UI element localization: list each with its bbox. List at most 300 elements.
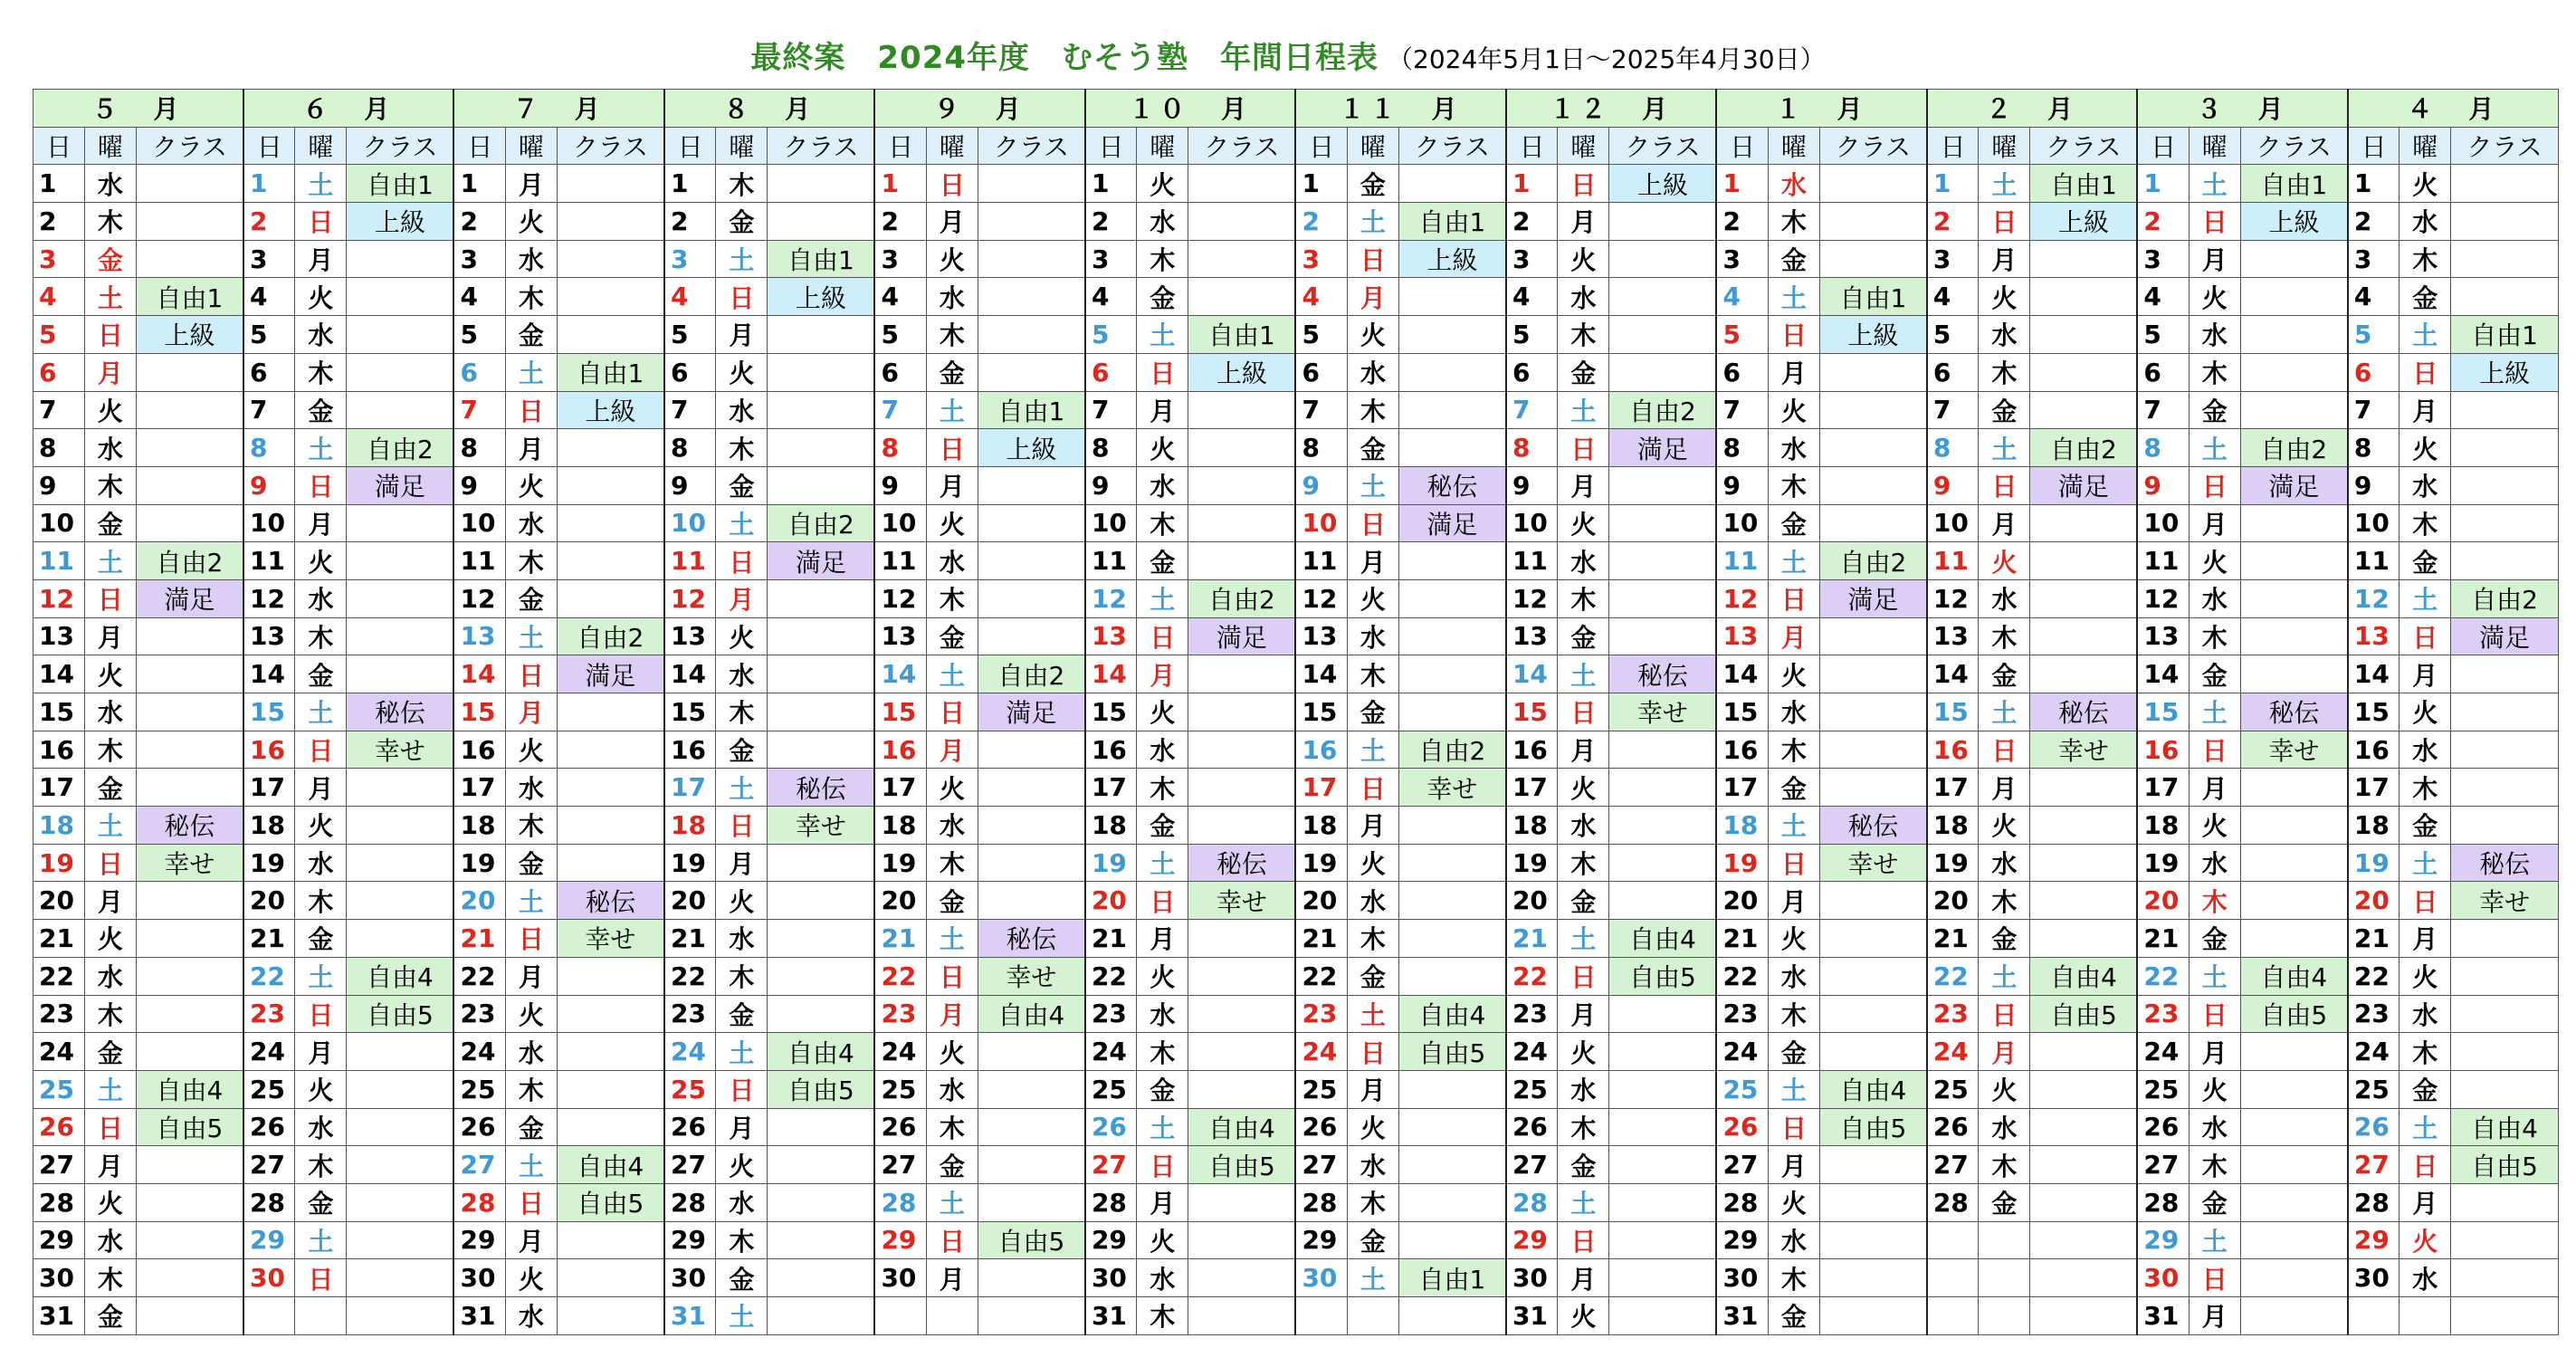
weekday-cell: 金 (295, 655, 347, 693)
day-cell: 9 (1506, 466, 1558, 504)
weekday-cell: 木 (1979, 617, 2030, 655)
day-cell: 16 (453, 731, 505, 769)
day-cell: 6 (874, 353, 926, 391)
day-cell: 25 (2348, 1070, 2399, 1108)
weekday-cell: 木 (1347, 920, 1398, 958)
day-cell: 20 (1927, 882, 1979, 920)
weekday-cell: 火 (926, 240, 978, 278)
day-cell: 15 (2137, 693, 2189, 731)
class-cell (347, 504, 454, 542)
class-cell (2030, 278, 2138, 316)
day-cell: 28 (1085, 1183, 1137, 1221)
weekday-cell: 火 (1768, 1183, 1819, 1221)
day-cell: 22 (2348, 957, 2399, 995)
class-cell: 自由4 (1819, 1070, 1927, 1108)
day-cell: 23 (874, 995, 926, 1033)
day-cell: 7 (2137, 391, 2189, 429)
class-cell: 自由2 (1609, 391, 1717, 429)
class-cell: 秘伝 (136, 807, 243, 845)
weekday-column-header: 曜 (1137, 127, 1188, 165)
day-cell: 21 (874, 920, 926, 958)
class-cell (1398, 882, 1506, 920)
weekday-cell: 日 (716, 542, 768, 580)
class-cell: 自由5 (1188, 1146, 1296, 1184)
class-cell (1609, 1033, 1717, 1071)
day-cell: 11 (243, 542, 295, 580)
weekday-cell: 水 (1768, 693, 1819, 731)
day-cell: 11 (1295, 542, 1347, 580)
class-cell: 満足 (557, 655, 664, 693)
class-cell (1819, 995, 1927, 1033)
weekday-cell: 土 (295, 1221, 347, 1259)
class-cell (1819, 353, 1927, 391)
weekday-cell (1979, 1221, 2030, 1259)
class-cell (347, 1221, 454, 1259)
day-cell: 21 (1295, 920, 1347, 958)
weekday-column-header: 曜 (295, 127, 347, 165)
weekday-cell: 月 (295, 240, 347, 278)
class-cell: 秘伝 (768, 769, 875, 807)
weekday-cell: 月 (2399, 1183, 2451, 1221)
weekday-cell: 火 (716, 1146, 768, 1184)
weekday-cell: 日 (1347, 1033, 1398, 1071)
day-cell: 14 (243, 655, 295, 693)
class-cell (557, 807, 664, 845)
day-cell: 14 (1716, 655, 1768, 693)
title-period: （2024年5月1日～2025年4月30日） (1388, 44, 1826, 74)
weekday-cell: 木 (2189, 1146, 2240, 1184)
weekday-cell: 木 (1768, 1259, 1819, 1297)
class-cell (1819, 391, 1927, 429)
class-cell (2030, 579, 2138, 617)
class-cell (1609, 542, 1717, 580)
day-cell: 13 (1927, 617, 1979, 655)
class-cell (1188, 995, 1296, 1033)
weekday-cell: 土 (84, 542, 136, 580)
day-cell: 12 (1716, 579, 1768, 617)
day-cell: 16 (1295, 731, 1347, 769)
weekday-cell: 月 (295, 1033, 347, 1071)
weekday-cell: 木 (84, 731, 136, 769)
weekday-cell: 金 (716, 731, 768, 769)
class-cell: 自由1 (2240, 165, 2348, 203)
day-cell: 29 (243, 1221, 295, 1259)
class-cell (1188, 1259, 1296, 1297)
day-cell: 10 (243, 504, 295, 542)
day-cell: 5 (2137, 316, 2189, 354)
class-cell (347, 1108, 454, 1146)
weekday-cell: 木 (84, 995, 136, 1033)
page-title (0, 33, 2576, 77)
class-cell: 自由1 (347, 165, 454, 203)
weekday-cell: 木 (1558, 316, 1609, 354)
weekday-cell: 土 (295, 957, 347, 995)
day-column-header: 日 (243, 127, 295, 165)
class-cell (1398, 1070, 1506, 1108)
weekday-cell: 日 (295, 1259, 347, 1297)
day-cell: 3 (243, 240, 295, 278)
class-cell: 自由5 (768, 1070, 875, 1108)
day-cell: 7 (453, 391, 505, 429)
day-cell: 27 (453, 1146, 505, 1184)
class-cell (2030, 1183, 2138, 1221)
class-cell: 自由2 (136, 542, 243, 580)
day-cell: 5 (874, 316, 926, 354)
weekday-cell (926, 1297, 978, 1335)
day-cell: 25 (2137, 1070, 2189, 1108)
weekday-cell: 月 (1137, 1183, 1188, 1221)
day-cell: 23 (1927, 995, 1979, 1033)
class-cell (1609, 1146, 1717, 1184)
day-cell: 12 (874, 579, 926, 617)
day-cell: 15 (243, 693, 295, 731)
day-cell: 3 (2348, 240, 2399, 278)
class-cell (2451, 504, 2559, 542)
weekday-cell: 日 (1979, 203, 2030, 241)
class-cell: 満足 (768, 542, 875, 580)
day-cell: 23 (664, 995, 716, 1033)
day-cell: 12 (2137, 579, 2189, 617)
class-cell: 幸せ (978, 957, 1085, 995)
day-cell: 25 (1716, 1070, 1768, 1108)
class-cell (1398, 844, 1506, 882)
day-cell: 28 (1295, 1183, 1347, 1221)
weekday-cell: 火 (2189, 1070, 2240, 1108)
day-cell: 26 (1927, 1108, 1979, 1146)
table-row (33, 1108, 2559, 1146)
class-cell: 自由5 (136, 1108, 243, 1146)
class-cell: 自由2 (978, 655, 1085, 693)
day-cell: 9 (874, 466, 926, 504)
day-cell: 4 (243, 278, 295, 316)
day-cell: 18 (1085, 807, 1137, 845)
weekday-cell: 日 (84, 316, 136, 354)
class-cell (1819, 466, 1927, 504)
class-cell (768, 655, 875, 693)
weekday-cell: 土 (1137, 316, 1188, 354)
class-cell (768, 882, 875, 920)
class-cell (557, 542, 664, 580)
day-cell: 16 (2137, 731, 2189, 769)
class-cell (2240, 844, 2348, 882)
weekday-cell: 火 (2399, 693, 2451, 731)
weekday-cell: 金 (2399, 1070, 2451, 1108)
class-cell (2240, 920, 2348, 958)
class-cell (1188, 504, 1296, 542)
weekday-cell: 木 (2399, 240, 2451, 278)
day-cell: 17 (2348, 769, 2399, 807)
class-cell: 自由4 (347, 957, 454, 995)
day-cell: 26 (33, 1108, 85, 1146)
weekday-cell: 火 (1558, 769, 1609, 807)
class-cell (2030, 316, 2138, 354)
class-cell (1398, 316, 1506, 354)
table-row (33, 655, 2559, 693)
class-cell (2030, 1259, 2138, 1297)
weekday-cell: 木 (505, 278, 557, 316)
day-cell: 26 (1295, 1108, 1347, 1146)
class-column-header: クラス (136, 127, 243, 165)
class-cell: 秘伝 (557, 882, 664, 920)
class-cell (1188, 203, 1296, 241)
day-cell: 25 (664, 1070, 716, 1108)
day-cell: 17 (874, 769, 926, 807)
day-cell: 7 (874, 391, 926, 429)
class-cell (1188, 466, 1296, 504)
weekday-cell: 木 (295, 882, 347, 920)
weekday-cell: 金 (2189, 1183, 2240, 1221)
month-label: ６ 月 (243, 90, 453, 128)
day-cell: 5 (2348, 316, 2399, 354)
weekday-cell: 日 (1558, 1221, 1609, 1259)
class-cell (347, 579, 454, 617)
weekday-cell: 金 (1558, 353, 1609, 391)
weekday-cell: 金 (1768, 769, 1819, 807)
weekday-cell: 月 (295, 504, 347, 542)
weekday-cell: 日 (1979, 995, 2030, 1033)
weekday-cell: 土 (1347, 466, 1398, 504)
weekday-cell: 木 (1768, 995, 1819, 1033)
weekday-cell: 日 (926, 957, 978, 995)
class-cell (768, 693, 875, 731)
weekday-cell: 木 (1768, 731, 1819, 769)
day-cell: 28 (1506, 1183, 1558, 1221)
weekday-cell: 水 (505, 240, 557, 278)
day-cell: 12 (2348, 579, 2399, 617)
weekday-cell: 木 (716, 957, 768, 995)
day-cell: 25 (874, 1070, 926, 1108)
day-cell: 19 (874, 844, 926, 882)
class-cell: 秘伝 (978, 920, 1085, 958)
weekday-cell: 火 (2189, 807, 2240, 845)
day-cell: 1 (1716, 165, 1768, 203)
class-cell (136, 429, 243, 467)
day-cell: 2 (664, 203, 716, 241)
day-cell: 8 (664, 429, 716, 467)
day-column-header: 日 (2348, 127, 2399, 165)
day-cell: 16 (1716, 731, 1768, 769)
class-cell: 満足 (1188, 617, 1296, 655)
class-cell (1188, 542, 1296, 580)
weekday-cell: 土 (2189, 165, 2240, 203)
day-cell: 4 (2348, 278, 2399, 316)
day-cell: 6 (664, 353, 716, 391)
weekday-cell: 火 (1347, 844, 1398, 882)
day-cell: 25 (1295, 1070, 1347, 1108)
class-cell: 満足 (136, 579, 243, 617)
day-cell: 20 (2348, 882, 2399, 920)
weekday-cell: 木 (295, 1146, 347, 1184)
class-column-header: クラス (1609, 127, 1717, 165)
class-cell: 自由5 (2451, 1146, 2559, 1184)
day-cell: 10 (874, 504, 926, 542)
weekday-cell: 月 (505, 1221, 557, 1259)
class-cell (2240, 882, 2348, 920)
weekday-cell: 日 (505, 391, 557, 429)
day-cell: 8 (243, 429, 295, 467)
day-column-header: 日 (1085, 127, 1137, 165)
weekday-cell: 金 (1979, 391, 2030, 429)
day-cell: 9 (664, 466, 716, 504)
day-cell: 25 (243, 1070, 295, 1108)
day-cell: 28 (2137, 1183, 2189, 1221)
day-cell: 19 (1295, 844, 1347, 882)
weekday-cell: 月 (1137, 391, 1188, 429)
day-cell: 9 (2137, 466, 2189, 504)
weekday-cell: 日 (2189, 203, 2240, 241)
day-cell: 22 (2137, 957, 2189, 995)
class-cell (347, 1033, 454, 1071)
class-cell: 自由4 (978, 995, 1085, 1033)
day-cell: 18 (2348, 807, 2399, 845)
class-cell (978, 316, 1085, 354)
month-label: ３ 月 (2137, 90, 2347, 128)
table-row (33, 466, 2559, 504)
class-cell (1819, 1297, 1927, 1335)
class-cell (136, 655, 243, 693)
class-cell (1188, 920, 1296, 958)
day-cell: 15 (453, 693, 505, 731)
class-cell (1188, 165, 1296, 203)
day-cell: 22 (1085, 957, 1137, 995)
class-cell (2451, 240, 2559, 278)
weekday-cell: 土 (295, 165, 347, 203)
weekday-cell: 月 (1979, 1033, 2030, 1071)
day-cell: 11 (2137, 542, 2189, 580)
class-cell (1398, 920, 1506, 958)
day-cell: 3 (1927, 240, 1979, 278)
class-cell: 満足 (978, 693, 1085, 731)
weekday-cell: 木 (2189, 882, 2240, 920)
class-cell (768, 957, 875, 995)
day-cell: 8 (453, 429, 505, 467)
weekday-cell: 土 (1768, 542, 1819, 580)
day-cell: 17 (33, 769, 85, 807)
weekday-cell: 火 (1347, 1108, 1398, 1146)
weekday-cell: 水 (295, 844, 347, 882)
weekday-cell: 火 (1558, 504, 1609, 542)
day-cell: 14 (1085, 655, 1137, 693)
weekday-cell: 金 (2189, 920, 2240, 958)
day-cell: 7 (664, 391, 716, 429)
weekday-cell: 木 (1347, 655, 1398, 693)
weekday-cell: 木 (1558, 1108, 1609, 1146)
weekday-cell: 日 (1979, 731, 2030, 769)
day-cell: 23 (1506, 995, 1558, 1033)
weekday-cell: 月 (1137, 920, 1188, 958)
weekday-cell: 火 (505, 731, 557, 769)
day-cell: 18 (1295, 807, 1347, 845)
class-column-header: クラス (978, 127, 1085, 165)
weekday-cell: 月 (716, 1108, 768, 1146)
class-cell: 秘伝 (1819, 807, 1927, 845)
weekday-cell: 水 (716, 1183, 768, 1221)
weekday-cell: 火 (1768, 391, 1819, 429)
class-cell: 自由5 (1398, 1033, 1506, 1071)
weekday-cell: 水 (2399, 731, 2451, 769)
table-row (33, 920, 2559, 958)
class-cell: 自由2 (1819, 542, 1927, 580)
weekday-cell: 火 (295, 807, 347, 845)
day-cell: 23 (33, 995, 85, 1033)
class-cell (768, 165, 875, 203)
weekday-cell: 月 (926, 466, 978, 504)
day-cell: 3 (1506, 240, 1558, 278)
day-cell: 4 (1927, 278, 1979, 316)
day-cell: 19 (1927, 844, 1979, 882)
month-label: ７ 月 (453, 90, 663, 128)
class-cell (2451, 429, 2559, 467)
day-cell: 2 (2137, 203, 2189, 241)
class-cell (1819, 769, 1927, 807)
class-cell (557, 165, 664, 203)
class-cell (1819, 731, 1927, 769)
day-cell: 21 (664, 920, 716, 958)
weekday-cell: 日 (1137, 353, 1188, 391)
weekday-cell: 火 (1558, 1033, 1609, 1071)
class-cell (557, 429, 664, 467)
day-cell: 1 (2137, 165, 2189, 203)
day-cell: 15 (1927, 693, 1979, 731)
weekday-cell: 火 (1137, 429, 1188, 467)
day-cell: 11 (1085, 542, 1137, 580)
day-cell: 2 (33, 203, 85, 241)
class-cell (1188, 731, 1296, 769)
day-cell: 13 (453, 617, 505, 655)
weekday-cell: 水 (84, 429, 136, 467)
day-cell: 21 (243, 920, 295, 958)
class-cell (978, 731, 1085, 769)
class-cell (1398, 807, 1506, 845)
weekday-cell: 日 (1347, 240, 1398, 278)
weekday-cell: 月 (1979, 769, 2030, 807)
class-cell (347, 807, 454, 845)
day-cell: 21 (2137, 920, 2189, 958)
day-cell: 10 (33, 504, 85, 542)
day-cell: 19 (1716, 844, 1768, 882)
class-cell (768, 316, 875, 354)
class-cell (1609, 466, 1717, 504)
day-cell: 14 (664, 655, 716, 693)
day-cell: 26 (664, 1108, 716, 1146)
day-cell: 21 (453, 920, 505, 958)
weekday-cell: 水 (295, 316, 347, 354)
day-cell: 9 (2348, 466, 2399, 504)
weekday-column-header: 曜 (1768, 127, 1819, 165)
weekday-cell: 土 (926, 920, 978, 958)
day-cell (2348, 1297, 2399, 1335)
class-cell (347, 882, 454, 920)
day-cell: 21 (2348, 920, 2399, 958)
class-cell (768, 466, 875, 504)
day-cell: 11 (2348, 542, 2399, 580)
weekday-cell: 金 (2399, 278, 2451, 316)
weekday-cell: 土 (926, 391, 978, 429)
day-cell: 4 (874, 278, 926, 316)
day-cell: 4 (33, 278, 85, 316)
weekday-cell: 金 (1347, 165, 1398, 203)
weekday-cell: 月 (1558, 203, 1609, 241)
day-cell: 23 (1716, 995, 1768, 1033)
weekday-cell: 日 (1137, 617, 1188, 655)
class-cell (557, 844, 664, 882)
weekday-cell: 木 (2189, 617, 2240, 655)
weekday-cell: 月 (2189, 240, 2240, 278)
weekday-cell: 金 (505, 844, 557, 882)
class-cell (557, 693, 664, 731)
weekday-cell: 水 (1979, 1108, 2030, 1146)
weekday-cell: 月 (84, 1146, 136, 1184)
